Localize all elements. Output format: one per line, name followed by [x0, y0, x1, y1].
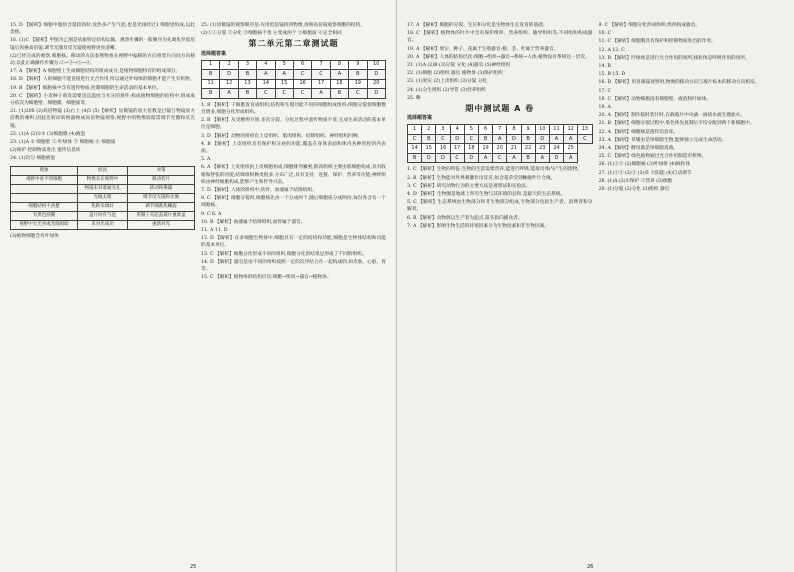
table-cell: 细胞结构不清楚: [11, 202, 78, 211]
table-row: [11, 211, 195, 220]
question-number: 18: [330, 79, 348, 89]
answer-letter: A: [478, 153, 492, 163]
question-number: 16: [436, 144, 450, 154]
answer-grid-right: [407, 124, 593, 163]
question-number: 24: [549, 144, 563, 154]
page-number-right: 26: [587, 564, 594, 570]
answer-letter: D: [549, 153, 563, 163]
answer-letter: B: [422, 134, 436, 144]
question-number: 19: [349, 79, 367, 89]
answer-letter: C: [349, 89, 367, 99]
question-number: 11: [549, 125, 563, 135]
question-number: 12: [564, 125, 578, 135]
answer-item: 25. 略: [407, 95, 421, 101]
answer-letter: D: [436, 153, 450, 163]
question-number: 8: [330, 60, 348, 70]
answer-letter: B: [521, 134, 535, 144]
answer-item: 5. C 【解析】生态系统由生物部分和非生物部分组成,生物部分包括生产者、消费者和分解者。: [407, 200, 593, 213]
answer-item: 28. (1)A (2)①保护 ②营养 (3)细胞: [598, 178, 673, 184]
question-number: 2: [422, 125, 436, 135]
answer-item: 9. C 【解析】细胞分化形成组织,组织构成器官。: [598, 23, 701, 28]
answer-letter: C: [257, 89, 275, 99]
question-number: 1: [408, 125, 422, 135]
question-number: 11: [202, 79, 220, 89]
question-number-row: [408, 144, 593, 154]
answer-item: 3. C 【解析】研究动物行为的主要方法是观察法和实验法。: [407, 183, 531, 189]
answer-letter: B: [238, 70, 256, 80]
answer-item: 15. B 15. D: [598, 72, 626, 78]
table-cell: 有黑色圆圈: [11, 211, 78, 220]
answer-item: 4. D 【解析】生物圈是地球上所有生物与其环境的总和,是最大的生态系统。: [407, 192, 566, 198]
answer-letter: A: [549, 134, 563, 144]
question-number: 8: [507, 125, 521, 135]
answer-item: 16. (1)C 【解析】甲图为乙图是依据特定结构运输。观察步骤的一般顺序为先调焦至低倍镜后再换高倍镜,调节光圈及反光镜使视野更亮清晰。: [10, 38, 195, 51]
answer-item: 21. B 【解析】细胞分裂过程中,染色体先复制后平均分配到两个新细胞中。: [598, 121, 755, 127]
answer-letter: B: [521, 153, 535, 163]
table-cell: 调节细准焦螺旋: [127, 202, 194, 211]
answer-letter: D: [220, 70, 238, 80]
answer-item: 6. B 【解析】食物链以生产者为起点,箭头指向捕食者。: [407, 215, 523, 221]
answer-item: 18. D 【解析】人的细胞不能直接进行光合作用,所以通过叶绿体的细胞才能产生有机物。: [10, 77, 195, 83]
answer-row: [408, 153, 593, 163]
left-column-2: [201, 22, 386, 566]
question-number: 7: [493, 125, 507, 135]
answer-row: [408, 134, 593, 144]
question-number: 2: [220, 60, 238, 70]
table-cell: 光线太暗: [78, 193, 128, 202]
question-number: 17: [312, 79, 330, 89]
answer-item: (2)①①分裂 ②分化 ③细胞核不变 ④变成两个 ⑤细胞质 ⑥完全相同: [201, 31, 342, 37]
exam-title: 期中测试题 A 卷: [465, 104, 535, 114]
answer-letter: A: [535, 153, 549, 163]
question-number: 9: [349, 60, 367, 70]
question-number: 20: [367, 79, 385, 89]
answer-item: 10. C: [598, 31, 612, 37]
answer-item: 3. D 【解析】动物的组织有上皮组织、肌肉组织、结缔组织、神经组织四种。: [201, 133, 363, 139]
question-number: 5: [275, 60, 293, 70]
answer-item: 8. C 【解析】细胞分裂时,细胞核先由一个分成两个,随后细胞质分成两份,每份各含有一个细胞核。: [201, 196, 386, 209]
question-number: 9: [521, 125, 535, 135]
question-number: 3: [436, 125, 450, 135]
unit-title: 第二单元第二章测试题: [248, 39, 339, 49]
answer-item: 26. (1)①② (2)细胞核 (3)叶绿体 (4)线粒体: [598, 162, 691, 168]
right-column-2: [599, 22, 785, 566]
answer-item: 14. D 【解析】器官是由不同的组织按照一定的次序结合在一起构成的,如皮肤、心脏、胃等。: [201, 259, 386, 273]
table-cell: 未对光成功: [78, 220, 128, 229]
question-number: 22: [521, 144, 535, 154]
question-number: 3: [238, 60, 256, 70]
table-row: [11, 175, 195, 184]
answer-item: 24. (1)分生组织 (2)导管 (3)营养组织: [407, 87, 486, 93]
answer-item: 1. C 【解析】生物的特征:生物的生活需要营养,能进行呼吸,能排出体内产生的废物。: [407, 167, 582, 173]
answer-item: 11. C 【解析】细胞膜具有保护和控制物质进出的作用。: [598, 39, 716, 45]
question-number: 15: [422, 144, 436, 154]
question-number-row: [408, 125, 593, 135]
question-number: 25: [564, 144, 578, 154]
question-number: 6: [478, 125, 492, 135]
obs-header-cause: 原因: [78, 166, 128, 175]
table-row: [11, 202, 195, 211]
answer-letter: D: [367, 89, 385, 99]
table-cell: 转动转换器: [127, 184, 194, 193]
answer-item: 21. (1)A (2)B (3)分裂 分化 (4)器官 (5)神经组织: [407, 63, 511, 69]
answer-letter: C: [293, 70, 311, 80]
question-number: 5: [464, 125, 478, 135]
answer-letter: A: [564, 134, 578, 144]
answer-item: 17. A 【解析】A 细胞壁上生成细胞结构的组成成分,是植物细胞特有的组成部分。: [10, 69, 181, 75]
answer-label: 选择题答案: [201, 50, 227, 57]
answer-item: 6. A 【解析】上皮组织由上皮细胞构成,细胞排列紧密;肌肉组织主要由肌细胞构成,具有收缩和舒张的功能;结缔组织种类很多,分布广泛,具有支持、连接、保护、营养等功能;神经组织由神经细胞构成,能够产生和传导兴奋。: [201, 165, 386, 185]
table-cell: 盖片时有气泡: [78, 211, 128, 220]
right-col1b-items: [407, 166, 593, 230]
question-number: 12: [220, 79, 238, 89]
answer-letter: A: [257, 70, 275, 80]
answer-item: 29. (1)分裂 (2)分化 (3)组织 器官: [598, 187, 670, 193]
answer-letter: D: [507, 134, 521, 144]
right-col2-items: [599, 22, 785, 193]
answer-item: 10. B 【解析】血液属于结缔组织,血管属于器官。: [201, 219, 306, 225]
answer-item: 15. C 【解析】植物体的结构层次:细胞→组织→器官→植物体。: [201, 275, 332, 281]
answer-letter: D: [535, 134, 549, 144]
answer-letter: A: [275, 70, 293, 80]
question-number: 4: [257, 60, 275, 70]
answer-item: 25. (1)显微镜的观察顺序是:先用低倍镜找到物像,再换高倍镜观察细胞的结构。: [201, 23, 365, 28]
table-row: [11, 220, 195, 229]
answer-letter: A: [312, 89, 330, 99]
answer-item: 9. C 6. A: [201, 211, 222, 217]
answer-letter: C: [578, 134, 592, 144]
question-number: 16: [293, 79, 311, 89]
table-cell: [11, 184, 78, 193]
answer-item: 12. D 【解析】在多细胞生物体中,细胞具有一定的结构和功能,细胞是生物体结构和功能的基本单位。: [201, 236, 386, 249]
table-cell: [11, 193, 78, 202]
question-number: 7: [312, 60, 330, 70]
answer-item: (2)保护 控制物质进出 遗传信息库: [10, 148, 81, 154]
answer-item: 12. A 12. C: [598, 47, 625, 53]
question-number: 6: [293, 60, 311, 70]
table-row: [11, 193, 195, 202]
question-number: 4: [450, 125, 464, 135]
question-number: 10: [367, 60, 385, 70]
answer-letter: B: [478, 134, 492, 144]
answer-item: 13. C 【解析】细胞分化形成不同的组织,细胞分化的结果是形成了不同的组织。: [201, 251, 367, 257]
answer-item: 25. C 【解析】绿色植物通过光合作用制造有机物。: [598, 154, 707, 160]
left-col1-tail: (3)植物细胞含有叶绿体: [10, 233, 59, 239]
table-row: [11, 184, 195, 193]
right-page: [397, 0, 794, 572]
answer-item: 19. A 【解析】果实、种子、花属于生殖器官;根、茎、叶属于营养器官。: [407, 46, 559, 52]
table-cell: 焦距未调好: [78, 202, 128, 211]
answer-item: 23. (1)A ① 细胞壁 ② 叶绿体 ③ 细胞核 ④ 细胞质: [10, 140, 116, 146]
left-col2-top: [201, 22, 386, 37]
answer-item: 7. D 【解析】人体的组织中,软骨、血液属于结缔组织。: [201, 188, 317, 194]
answer-item: (2)已经完成的观察,细胞核。移动的方法参照物体在视野中偏移的方向将装片向同方向移动,以此正确操作步骤为:②→③→⑤→④。: [10, 53, 195, 67]
answer-item: 4. B 【解析】上皮组织具有保护和分泌的功能,覆盖在身体表面和体内各种管腔的内表面。: [201, 141, 386, 155]
answer-item: 24. (1)均匀 细胞液泡: [10, 156, 56, 162]
answer-grid-left: [201, 60, 386, 99]
answer-row: [202, 89, 386, 99]
answer-item: 23. A 【解析】草履虫是单细胞生物,能够独立完成生命活动。: [598, 137, 727, 143]
right-col1-items: [407, 22, 593, 102]
answer-letter: D: [422, 153, 436, 163]
answer-letter: C: [312, 70, 330, 80]
answer-item: 19. B 【解析】细胞核中含有遗传物质,控制细胞的生命活动的基本单位。: [10, 85, 162, 91]
answer-item: 20. A 【解析】制作临时装片时,在载玻片中央滴一滴清水或生理盐水。: [598, 113, 746, 119]
answer-item: 2. B 【解析】从受精卵开始,多次分裂、分化过程中遗传物质不变,完成生命活动的基本单位是细胞。: [201, 118, 386, 131]
left-column-1: [10, 22, 195, 566]
answer-letter: A: [330, 70, 348, 80]
answer-letter: C: [275, 89, 293, 99]
question-number: 17: [450, 144, 464, 154]
table-cell: 移动装片: [127, 175, 194, 184]
question-number-row: [202, 79, 386, 89]
answer-letter: C: [408, 134, 422, 144]
question-number: 19: [478, 144, 492, 154]
answer-item: 18. C 【解析】动物细胞没有细胞壁、液泡和叶绿体。: [598, 96, 711, 102]
answer-letter: C: [436, 134, 450, 144]
question-number: 1: [202, 60, 220, 70]
answer-letter: D: [450, 134, 464, 144]
answer-item: 2. B 【解析】生物能对外界刺激作出反应,如含羞草受到触碰叶片合拢。: [407, 175, 556, 181]
answer-letter: B: [202, 70, 220, 80]
answer-letter: A: [493, 134, 507, 144]
answer-item: 11. A 11. D: [201, 228, 228, 234]
question-number: 14: [257, 79, 275, 89]
answer-item: 16. D 【解析】用显微镜观察时,物像的移动方向与玻片标本的移动方向相反。: [598, 80, 760, 86]
question-number: 10: [535, 125, 549, 135]
table-cell: 重新对光: [127, 220, 194, 229]
question-number: 15: [275, 79, 293, 89]
left-col2-items: [201, 102, 386, 282]
answer-letter: A: [507, 153, 521, 163]
answer-letter: B: [202, 89, 220, 99]
question-number: 21: [507, 144, 521, 154]
observation-table: [10, 166, 195, 230]
answer-item: 21. (1)200 (2)高倍物镜 (3)右上 (4)5 (5)【解析】显微镜的放大倍数是目镜与物镜放大倍数的乘积,因此先转动转换器换成高倍物镜观察,视野中的物像较暗需调节光圈和反光镜。: [10, 109, 195, 129]
table-cell: 物镜未对准通光孔: [78, 184, 128, 193]
answer-letter: C: [450, 153, 464, 163]
answer-item: 1. B 【解析】干细胞发育成组织,结构和生理功能不同的细胞组成组织;细胞分裂使细胞数目增多,细胞分化形成组织。: [201, 102, 386, 116]
answer-item: 19. A: [598, 105, 611, 111]
answer-item: 22. A 【解析】细胞核是遗传信息库。: [598, 129, 678, 135]
answer-item: 7. A 【解析】影响生物生活的环境因素分为生物因素和非生物因素。: [407, 223, 550, 229]
question-number: 14: [408, 144, 422, 154]
table-cell: 物像未在视野中: [78, 175, 128, 184]
question-number: 13: [578, 125, 592, 135]
answer-item: 5. A: [201, 157, 211, 163]
table-cell: 视野中无光亮或光线很暗: [11, 220, 78, 229]
page-number-left: 25: [190, 564, 197, 570]
answer-letter: A: [564, 153, 578, 163]
answer-item: 15. D 【解析】细胞中脂肪含量较高时,放热多产生气泡,也是光线经过1 细胞里组成,以此类推。: [10, 23, 195, 36]
question-number-row: [202, 60, 386, 70]
right-column-1: [407, 22, 593, 566]
answer-letter: D: [464, 153, 478, 163]
answer-item: 20. C 【解析】小麦种子萌发需要适宜温度与水分的条件;构成植物细胞的结构中,组成成分依次为细胞壁、细胞膜、细胞质等。: [10, 93, 195, 107]
answer-item: 13. B 【解析】叶绿体是进行光合作用的场所,线粒体是呼吸作用的场所。: [598, 55, 750, 61]
answer-item: 22. (1)细胞 (2)组织 器官 植物体 (3)保护组织: [407, 71, 503, 77]
answer-item: 18. C 【解析】植物体的叶片中含有保护组织、营养组织、输导组织等,不同组织构成器官。: [407, 31, 593, 44]
answer-letter: B: [238, 89, 256, 99]
question-number: 23: [535, 144, 549, 154]
answer-letter: D: [367, 70, 385, 80]
answer-row: [202, 70, 386, 80]
table-cell: 调节反光镜和光圈: [127, 193, 194, 202]
answer-item: 27. (1)①③ (2)③ (3)草 大阳能 (4)自动调节: [598, 170, 692, 176]
obs-header-phenomenon: 现象: [11, 166, 78, 175]
answer-letter: A: [220, 89, 238, 99]
table-cell: 视野中看不到细胞: [11, 175, 78, 184]
answer-letter: B: [330, 89, 348, 99]
answer-letter: C: [464, 134, 478, 144]
answer-letter: C: [293, 89, 311, 99]
question-number: 20: [493, 144, 507, 154]
answer-item: 23. (1)果实 (2)上皮组织 (3)分裂 分化: [407, 79, 488, 85]
table-cell: 用镊子夹起盖玻片重新盖: [127, 211, 194, 220]
answer-letter: B: [349, 70, 367, 80]
left-col1-items: [10, 22, 195, 163]
answer-item: 17. C: [598, 88, 612, 94]
answer-label-right: 选择题答案: [407, 115, 433, 122]
answer-letter: C: [493, 153, 507, 163]
answer-item: 24. A 【解析】酵母菌是单细胞真菌。: [598, 146, 678, 152]
answer-item: 22. (1)A (2)①② (3)细胞膜 (4)液泡: [10, 131, 86, 137]
answer-letter: B: [408, 153, 422, 163]
answer-item: 17. A 【解析】细胞的分裂、生长和分化是生物体生长发育的基础。: [407, 23, 548, 28]
question-number: 18: [464, 144, 478, 154]
obs-header-remedy: 对策: [127, 166, 194, 175]
answer-item: 14. B: [598, 64, 611, 70]
answer-item: 20. A 【解析】人体的结构层次:细胞→组织→器官→系统→人体;植物没有系统这一层次。: [407, 54, 590, 60]
question-number: 13: [238, 79, 256, 89]
